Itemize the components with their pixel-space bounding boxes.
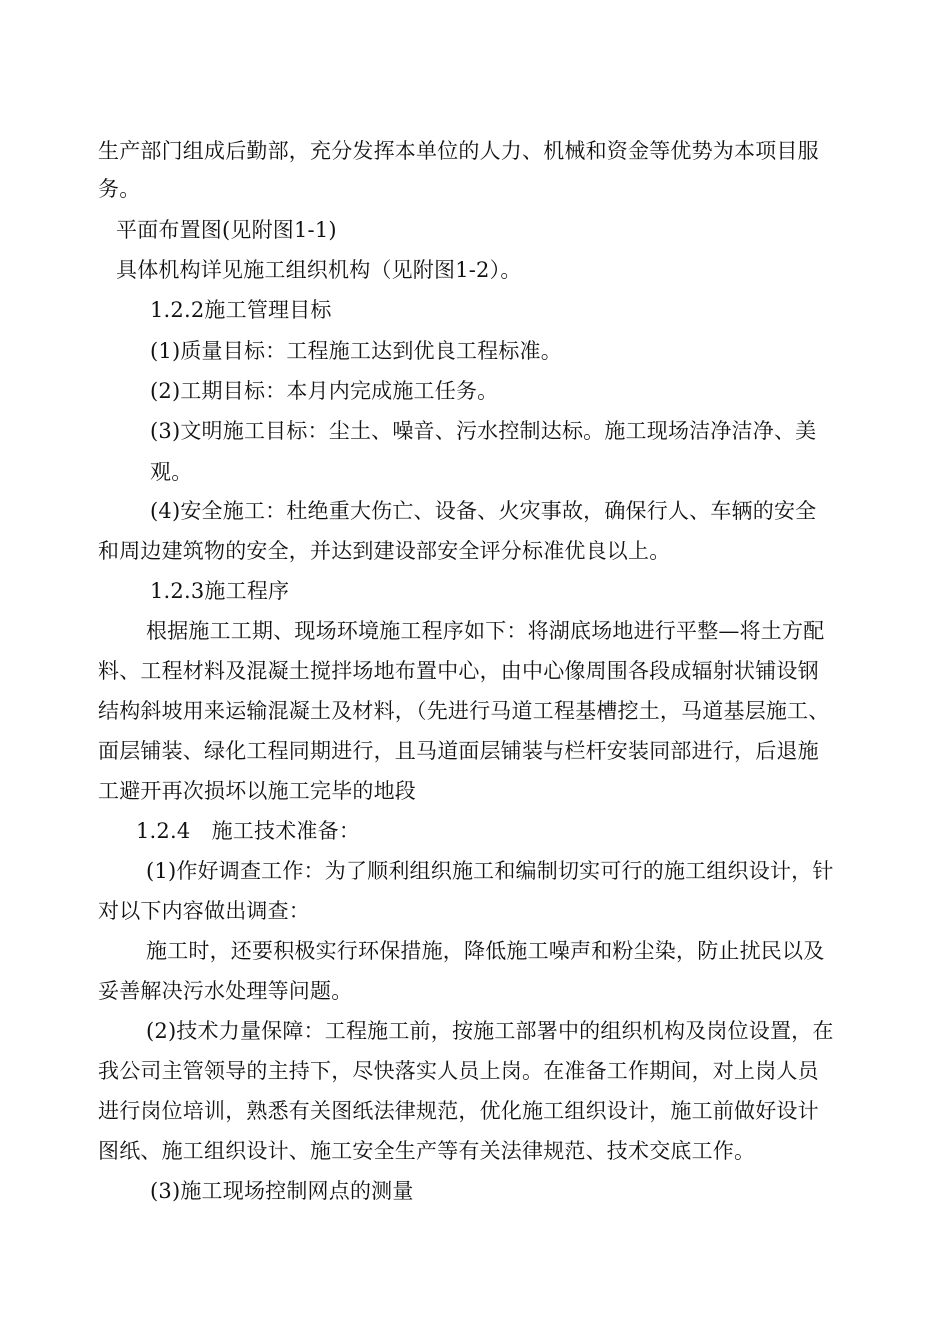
- text-line-8: (3)文明施工目标：尘土、噪音、污水控制达标。施工现场洁净洁净、美: [150, 419, 817, 443]
- text-line-23: (2)技术力量保障：工程施工前，按施工部署中的组织机构及岗位设置，在: [146, 1019, 834, 1043]
- text-line-7: (2)工期目标：本月内完成施工任务。: [150, 379, 499, 403]
- text-line-20: 对以下内容做出调查：: [98, 899, 310, 923]
- text-line-24: 我公司主管领导的主持下，尽快落实人员上岗。在准备工作期间，对上岗人员: [98, 1059, 819, 1083]
- text-line-4: 具体机构详见施工组织机构（见附图1-2）。: [116, 258, 522, 282]
- text-line-17: 工避开再次损坏以施工完毕的地段: [98, 779, 416, 803]
- text-line-26: 图纸、施工组织设计、施工安全生产等有关法律规范、技术交底工作。: [98, 1139, 756, 1163]
- text-line-3: 平面布置图(见附图1-1): [116, 218, 337, 242]
- text-line-21: 施工时，还要积极实行环保措施，降低施工噪声和粉尘染，防止扰民以及: [146, 939, 825, 963]
- text-line-25: 进行岗位培训，熟悉有关图纸法律规范，优化施工组织设计，施工前做好设计: [98, 1099, 819, 1123]
- text-line-13: 根据施工工期、现场环境施工程序如下：将湖底场地进行平整—将土方配: [146, 619, 825, 643]
- text-line-2: 务。: [98, 177, 141, 201]
- section-heading-1-2-4: 1.2.4 施工技术准备：: [136, 819, 361, 843]
- section-heading-1-2-2: 1.2.2施工管理目标: [150, 298, 332, 322]
- section-heading-1-2-3: 1.2.3施工程序: [150, 579, 290, 603]
- text-line-27: (3)施工现场控制网点的测量: [150, 1179, 414, 1203]
- text-line-15: 结构斜坡用来运输混凝土及材料，（先进行马道工程基槽挖土，马道基层施工、: [98, 699, 830, 723]
- text-line-19: (1)作好调查工作：为了顺利组织施工和编制切实可行的施工组织设计，针: [146, 859, 834, 883]
- text-line-11: 和周边建筑物的安全，并达到建设部安全评分标准优良以上。: [98, 539, 671, 563]
- text-line-1: 生产部门组成后勤部，充分发挥本单位的人力、机械和资金等优势为本项目服: [98, 139, 819, 163]
- text-line-14: 料、工程材料及混凝土搅拌场地布置中心，由中心像周围各段成辐射状铺设钢: [98, 659, 819, 683]
- text-line-6: (1)质量目标：工程施工达到优良工程标准。: [150, 339, 562, 363]
- text-line-22: 妥善解决污水处理等问题。: [98, 979, 353, 1003]
- text-line-9: 观。: [150, 460, 193, 484]
- text-line-16: 面层铺装、绿化工程同期进行，且马道面层铺装与栏杆安装同部进行，后退施: [98, 739, 819, 763]
- text-line-10: (4)安全施工：杜绝重大伤亡、设备、火灾事故，确保行人、车辆的安全: [150, 499, 817, 523]
